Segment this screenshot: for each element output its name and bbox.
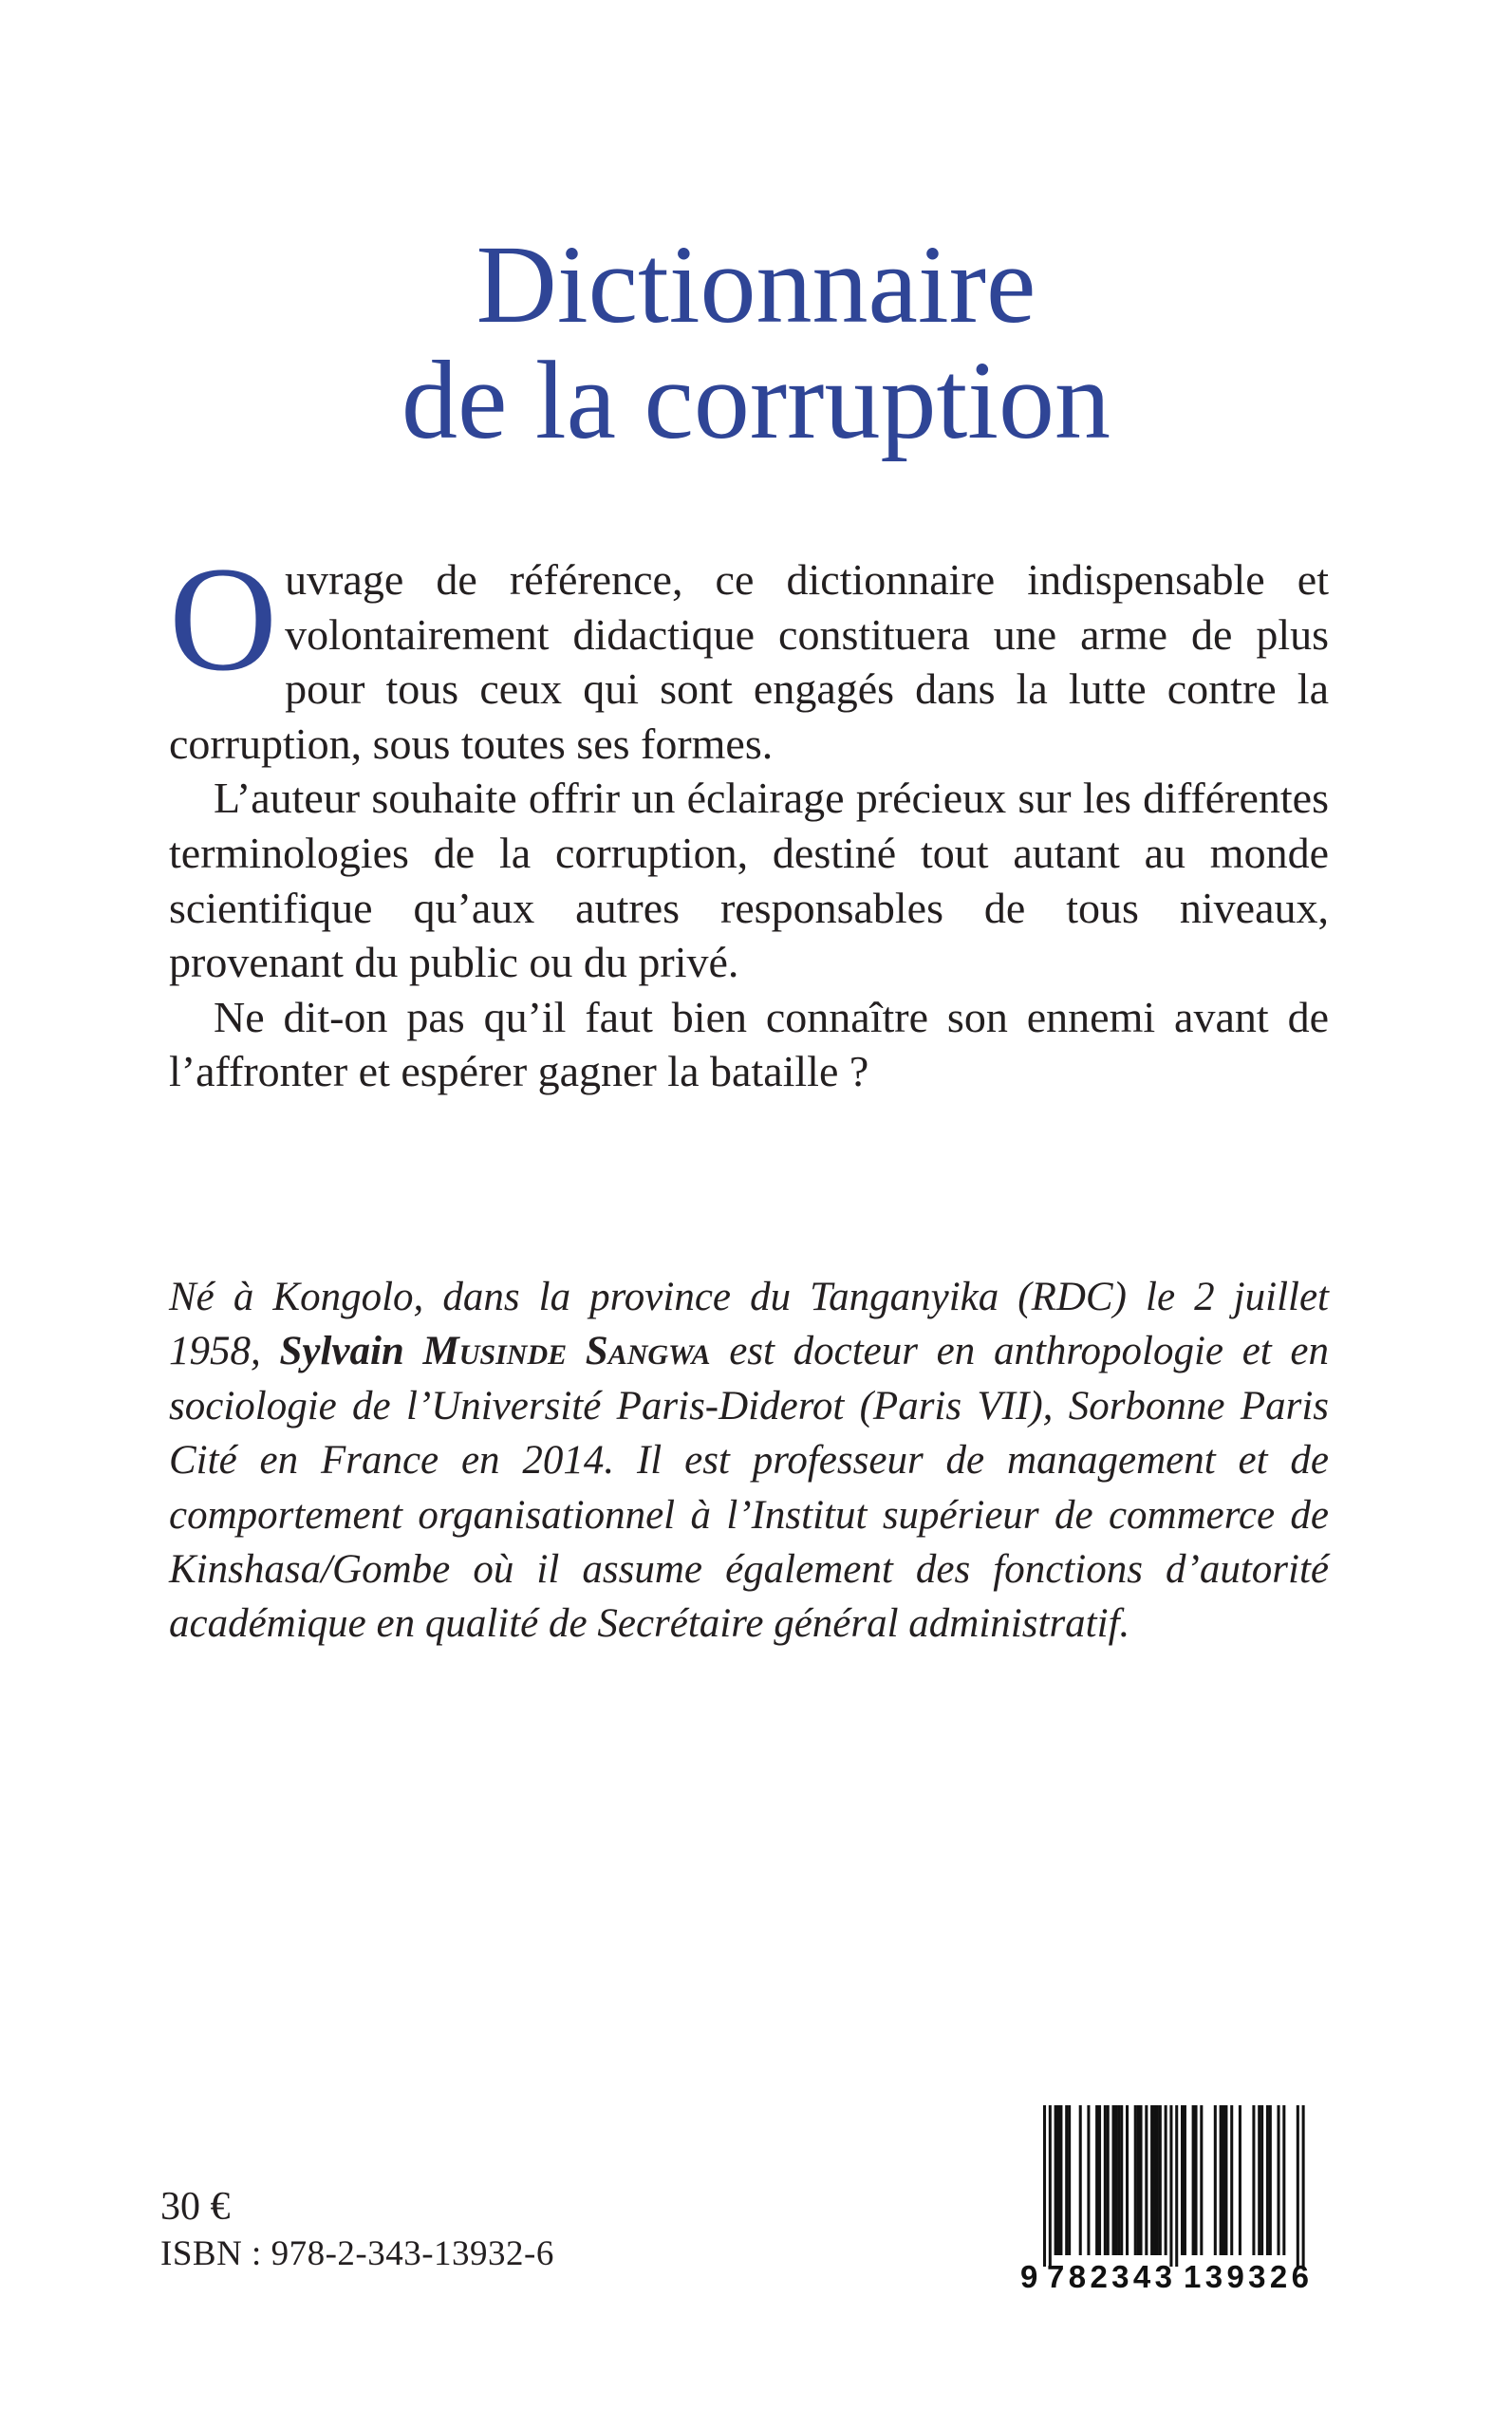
barcode-bar — [1165, 2105, 1167, 2255]
barcode-bar — [1057, 2105, 1060, 2255]
barcode-bar — [1195, 2105, 1198, 2255]
barcode-bar — [1159, 2105, 1162, 2255]
barcode-digit-first: 9 — [1020, 2259, 1038, 2293]
barcode-bar — [1117, 2105, 1120, 2255]
book-title — [0, 222, 1512, 463]
barcode-bar — [1181, 2105, 1184, 2255]
barcode-bar — [1239, 2105, 1241, 2255]
description-paragraph-3: Ne dit-on pas qu’il faut bien connaître son ennemi avant de l’affronter et espérer gagner la bataille ? — [169, 992, 1329, 1096]
barcode-bar — [1278, 2105, 1280, 2255]
barcode-bar — [1098, 2105, 1101, 2255]
barcode-bar — [1140, 2105, 1143, 2255]
price: 30 € — [160, 2185, 231, 2229]
isbn: ISBN : 978-2-343-13932-6 — [160, 2234, 554, 2273]
barcode-bar — [1153, 2105, 1156, 2255]
description-paragraph-1 — [169, 536, 1329, 771]
barcode-bar — [1220, 2105, 1223, 2255]
biography-paragraph — [169, 1270, 1329, 1652]
barcode-bar — [1230, 2105, 1233, 2255]
barcode-bar — [1114, 2105, 1117, 2255]
barcode-bar — [1137, 2105, 1140, 2255]
barcode-bar — [1297, 2105, 1299, 2267]
barcode-bar — [1192, 2105, 1195, 2255]
title-line-2: de la corruption — [401, 338, 1111, 463]
bio-rest: est docteur en anthropologie et en sociologie de l’Université Paris-Diderot (Paris VII), Sorbonne Paris Cité en France en 2014. Il est professeur de management et de comportement organisationnel à l’Institut supérieur de commerce de Kinshasa/Gombe où il assume également des fonctions d’autorité académique en qualité de Secrétaire général administratif. — [169, 1329, 1329, 1647]
title-line-1: Dictionnaire — [476, 222, 1036, 347]
barcode-bar — [1184, 2105, 1186, 2255]
barcode-bars — [1043, 2105, 1305, 2267]
barcode-bar — [1260, 2105, 1263, 2255]
barcode-bar — [1223, 2105, 1225, 2255]
book-description — [169, 536, 1329, 1099]
author-biography — [169, 1270, 1329, 1652]
barcode-bar — [1126, 2105, 1129, 2255]
barcode-bar — [1269, 2105, 1272, 2255]
barcode-bar — [1079, 2105, 1082, 2255]
barcode-digits-left: 782343 — [1047, 2259, 1172, 2293]
isbn-barcode — [1007, 2105, 1335, 2293]
author-first-name: Sylvain — [279, 1329, 423, 1374]
barcode-bar — [1087, 2105, 1090, 2255]
barcode-bar — [1175, 2105, 1178, 2267]
barcode-bar — [1112, 2105, 1115, 2255]
barcode-bar — [1043, 2105, 1046, 2267]
barcode-bar — [1252, 2105, 1255, 2255]
barcode-bar — [1059, 2105, 1062, 2255]
barcode-bar — [1107, 2105, 1110, 2255]
barcode-bar — [1049, 2105, 1052, 2267]
barcode-bar — [1214, 2105, 1217, 2255]
drop-cap: O — [169, 536, 278, 702]
barcode-bar — [1150, 2105, 1153, 2255]
barcode-bar — [1266, 2105, 1269, 2255]
barcode-bar — [1156, 2105, 1159, 2255]
bio-intro: Né à Kongolo, dans la province du Tanganyika (RDC) le 2 juillet 1958, — [169, 1275, 1329, 1374]
description-paragraph-1-text: uvrage de référence, ce dictionnaire indispensable et volontairement didactique constituera une arme de plus pour tous ceux qui sont engagés dans la lutte contre la corruption, sous toutes ses formes. — [169, 555, 1329, 768]
barcode-bar — [1068, 2105, 1071, 2255]
barcode-bar — [1145, 2105, 1148, 2255]
barcode-bar — [1065, 2105, 1068, 2255]
barcode-bar — [1104, 2105, 1107, 2255]
barcode-bar — [1095, 2105, 1098, 2255]
barcode-bar — [1258, 2105, 1260, 2255]
barcode-bar — [1282, 2105, 1285, 2255]
barcode-digits-right: 139326 — [1184, 2259, 1309, 2293]
barcode-bar — [1134, 2105, 1137, 2255]
barcode-bar — [1302, 2105, 1305, 2267]
author-last-name: Musinde Sangwa — [422, 1329, 711, 1374]
description-paragraph-2: L’auteur souhaite offrir un éclairage précieux sur les différentes terminologies de la corruption, destiné tout autant au monde scientifique qu’aux autres responsables de tous niveaux, provenant du public ou du privé. — [169, 774, 1329, 987]
barcode-bar — [1055, 2105, 1057, 2255]
barcode-bar — [1200, 2105, 1203, 2255]
author-name — [279, 1329, 710, 1373]
barcode-bar — [1169, 2105, 1172, 2267]
barcode-bar — [1224, 2105, 1227, 2255]
barcode-bar — [1120, 2105, 1123, 2255]
